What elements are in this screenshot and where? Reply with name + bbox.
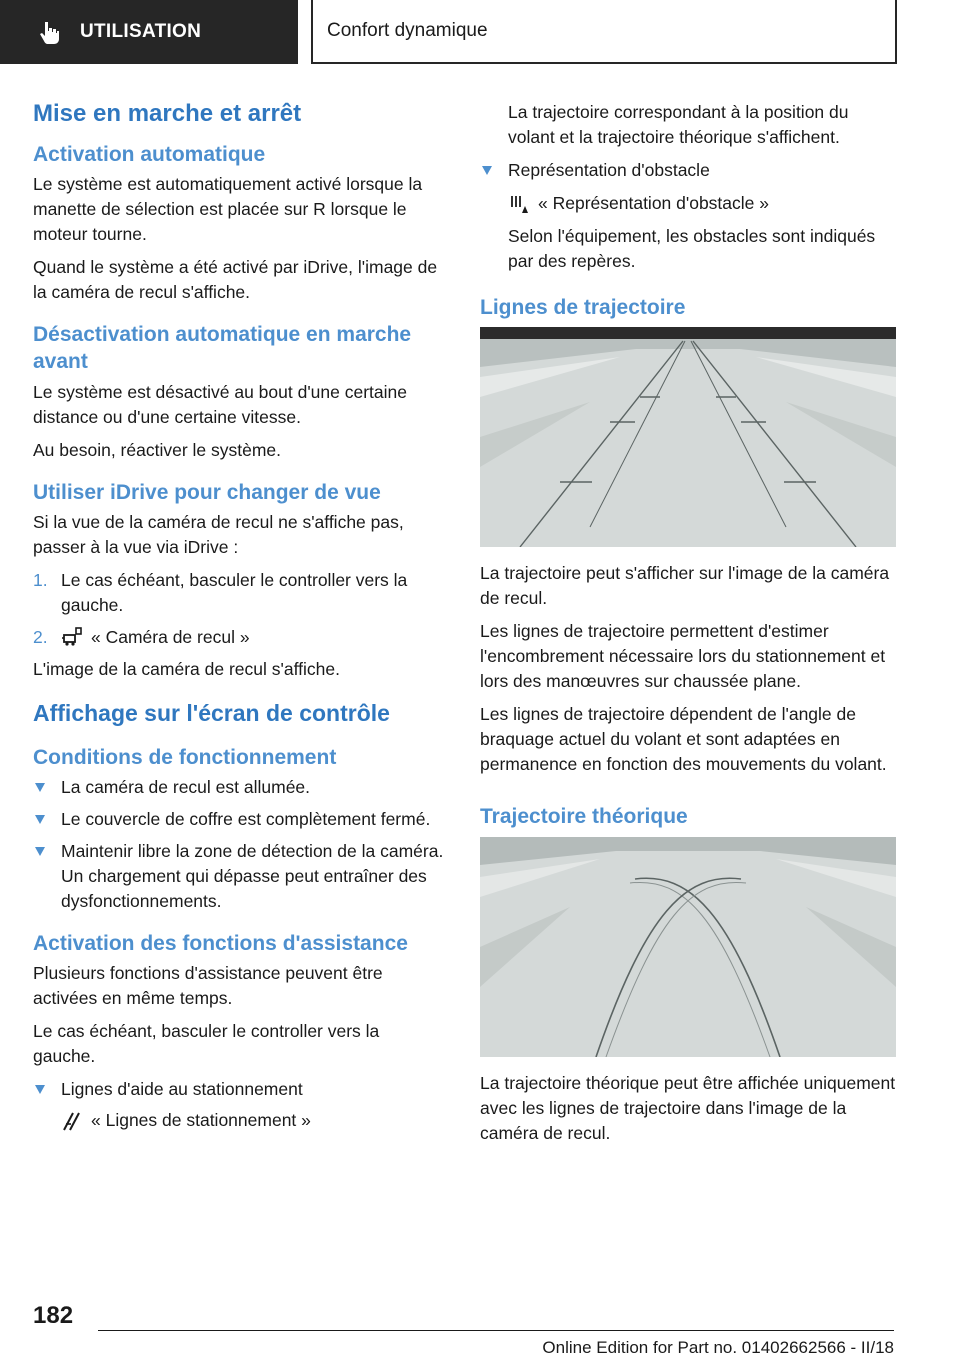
- trajectory-lines-figure: [480, 327, 896, 547]
- heading-start-stop: Mise en marche et arrêt: [33, 100, 302, 127]
- paragraph: Quand le système a été activé par iDrive, l'image de la caméra de recul s'affiche.: [33, 257, 438, 303]
- paragraph: Le cas échéant, basculer le controller vers la gauche.: [33, 1021, 380, 1067]
- paragraph: Les lignes de trajectoire permettent d'estimer l'encombrement nécessaire lors du stationnement et lors des manœuvres sur chaussée plane.: [480, 621, 886, 692]
- page-number: 182: [33, 1302, 74, 1329]
- heading-trajectory-lines: Lignes de trajectoire: [480, 296, 686, 319]
- bullet-triangle-icon: [35, 815, 45, 824]
- list-item: 1. Le cas échéant, basculer le controller vers la gauche.: [33, 569, 408, 615]
- heading-theoretical-trajectory: Trajectoire théorique: [480, 805, 688, 829]
- paragraph: Les lignes de trajectoire dépendent de l'angle de braquage actuel du volant et sont adaptées en permanence en fonction des mouvements du volant.: [480, 704, 887, 775]
- paragraph: La trajectoire théorique peut être affichée uniquement avec les lignes de trajectoire dans l'image de la caméra de recul.: [480, 1072, 896, 1143]
- bullet-triangle-icon: [35, 783, 45, 792]
- assist-list-cont: [480, 158, 896, 274]
- heading-idrive: Utiliser iDrive pour changer de vue: [33, 480, 381, 504]
- paragraph: Si la vue de la caméra de recul ne s'affiche pas, passer à la vue via iDrive :: [33, 511, 404, 557]
- list-item: La caméra de recul est allumée.: [33, 775, 445, 800]
- theoretical-trajectory-figure: [480, 837, 896, 1057]
- chapter-header: [311, 0, 897, 64]
- steps-list: [33, 568, 445, 650]
- bullet-triangle-icon: [482, 166, 492, 175]
- edition-text: Online Edition for Part no. 01402662566 - II/18: [542, 1338, 894, 1357]
- paragraph: La trajectoire peut s'afficher sur l'image de la caméra de recul.: [480, 563, 890, 609]
- paragraph: Le système est désactivé au bout d'une certaine distance ou d'une certaine vitesse.: [33, 381, 407, 427]
- paragraph: La trajectoire correspondant à la position du volant et la trajectoire théorique s'affichent.: [508, 102, 849, 147]
- heading-auto-activation: Activation automatique: [33, 142, 266, 166]
- list-item-detail: Selon l'équipement, les obstacles sont indiqués par des repères.: [508, 226, 876, 271]
- footer-divider: [98, 1330, 894, 1331]
- list-item: 2. « Caméra de recul »: [33, 626, 250, 647]
- right-column: [480, 100, 896, 1154]
- heading-auto-deactivation: Désactivation automatique en marche avant: [33, 323, 412, 374]
- heading-conditions: Conditions de fonctionnement: [33, 745, 337, 769]
- parking-lines-icon: [61, 1110, 83, 1132]
- obstacle-icon: [508, 193, 530, 215]
- paragraph: Le système est automatiquement activé lorsque la manette de sélection est placée sur R lorsque le moteur tourne.: [33, 174, 423, 245]
- chapter-title: Confort dynamique: [327, 20, 488, 41]
- assist-list: [33, 1077, 445, 1133]
- list-item: Représentation d'obstacle « Représentation d'obstacle » Selon l'équipement, les obstacles sont indiqués par des repères.: [480, 158, 896, 274]
- bullet-triangle-icon: [35, 847, 45, 856]
- section-tab: [0, 0, 298, 64]
- list-item: Le couvercle de coffre est complètement fermé.: [33, 807, 445, 832]
- paragraph: Plusieurs fonctions d'assistance peuvent être activées en même temps.: [33, 963, 383, 1009]
- section-title: UTILISATION: [80, 21, 202, 42]
- list-item: Maintenir libre la zone de détection de la caméra. Un chargement qui dépasse peut entraîner des dysfonctionnements.: [33, 839, 445, 914]
- heading-assist: Activation des fonctions d'assistance: [33, 931, 408, 955]
- hand-pointer-icon: [36, 19, 62, 45]
- list-item: Lignes d'aide au stationnement « Lignes de stationnement »: [33, 1077, 445, 1133]
- heading-display: Affichage sur l'écran de contrôle: [33, 699, 390, 726]
- paragraph: Au besoin, réactiver le système.: [33, 439, 282, 460]
- bullet-triangle-icon: [35, 1085, 45, 1094]
- rear-camera-icon: [61, 626, 83, 648]
- paragraph: L'image de la caméra de recul s'affiche.: [33, 658, 340, 679]
- conditions-list: [33, 775, 445, 914]
- left-column: [33, 100, 445, 1140]
- footer: [0, 1290, 960, 1362]
